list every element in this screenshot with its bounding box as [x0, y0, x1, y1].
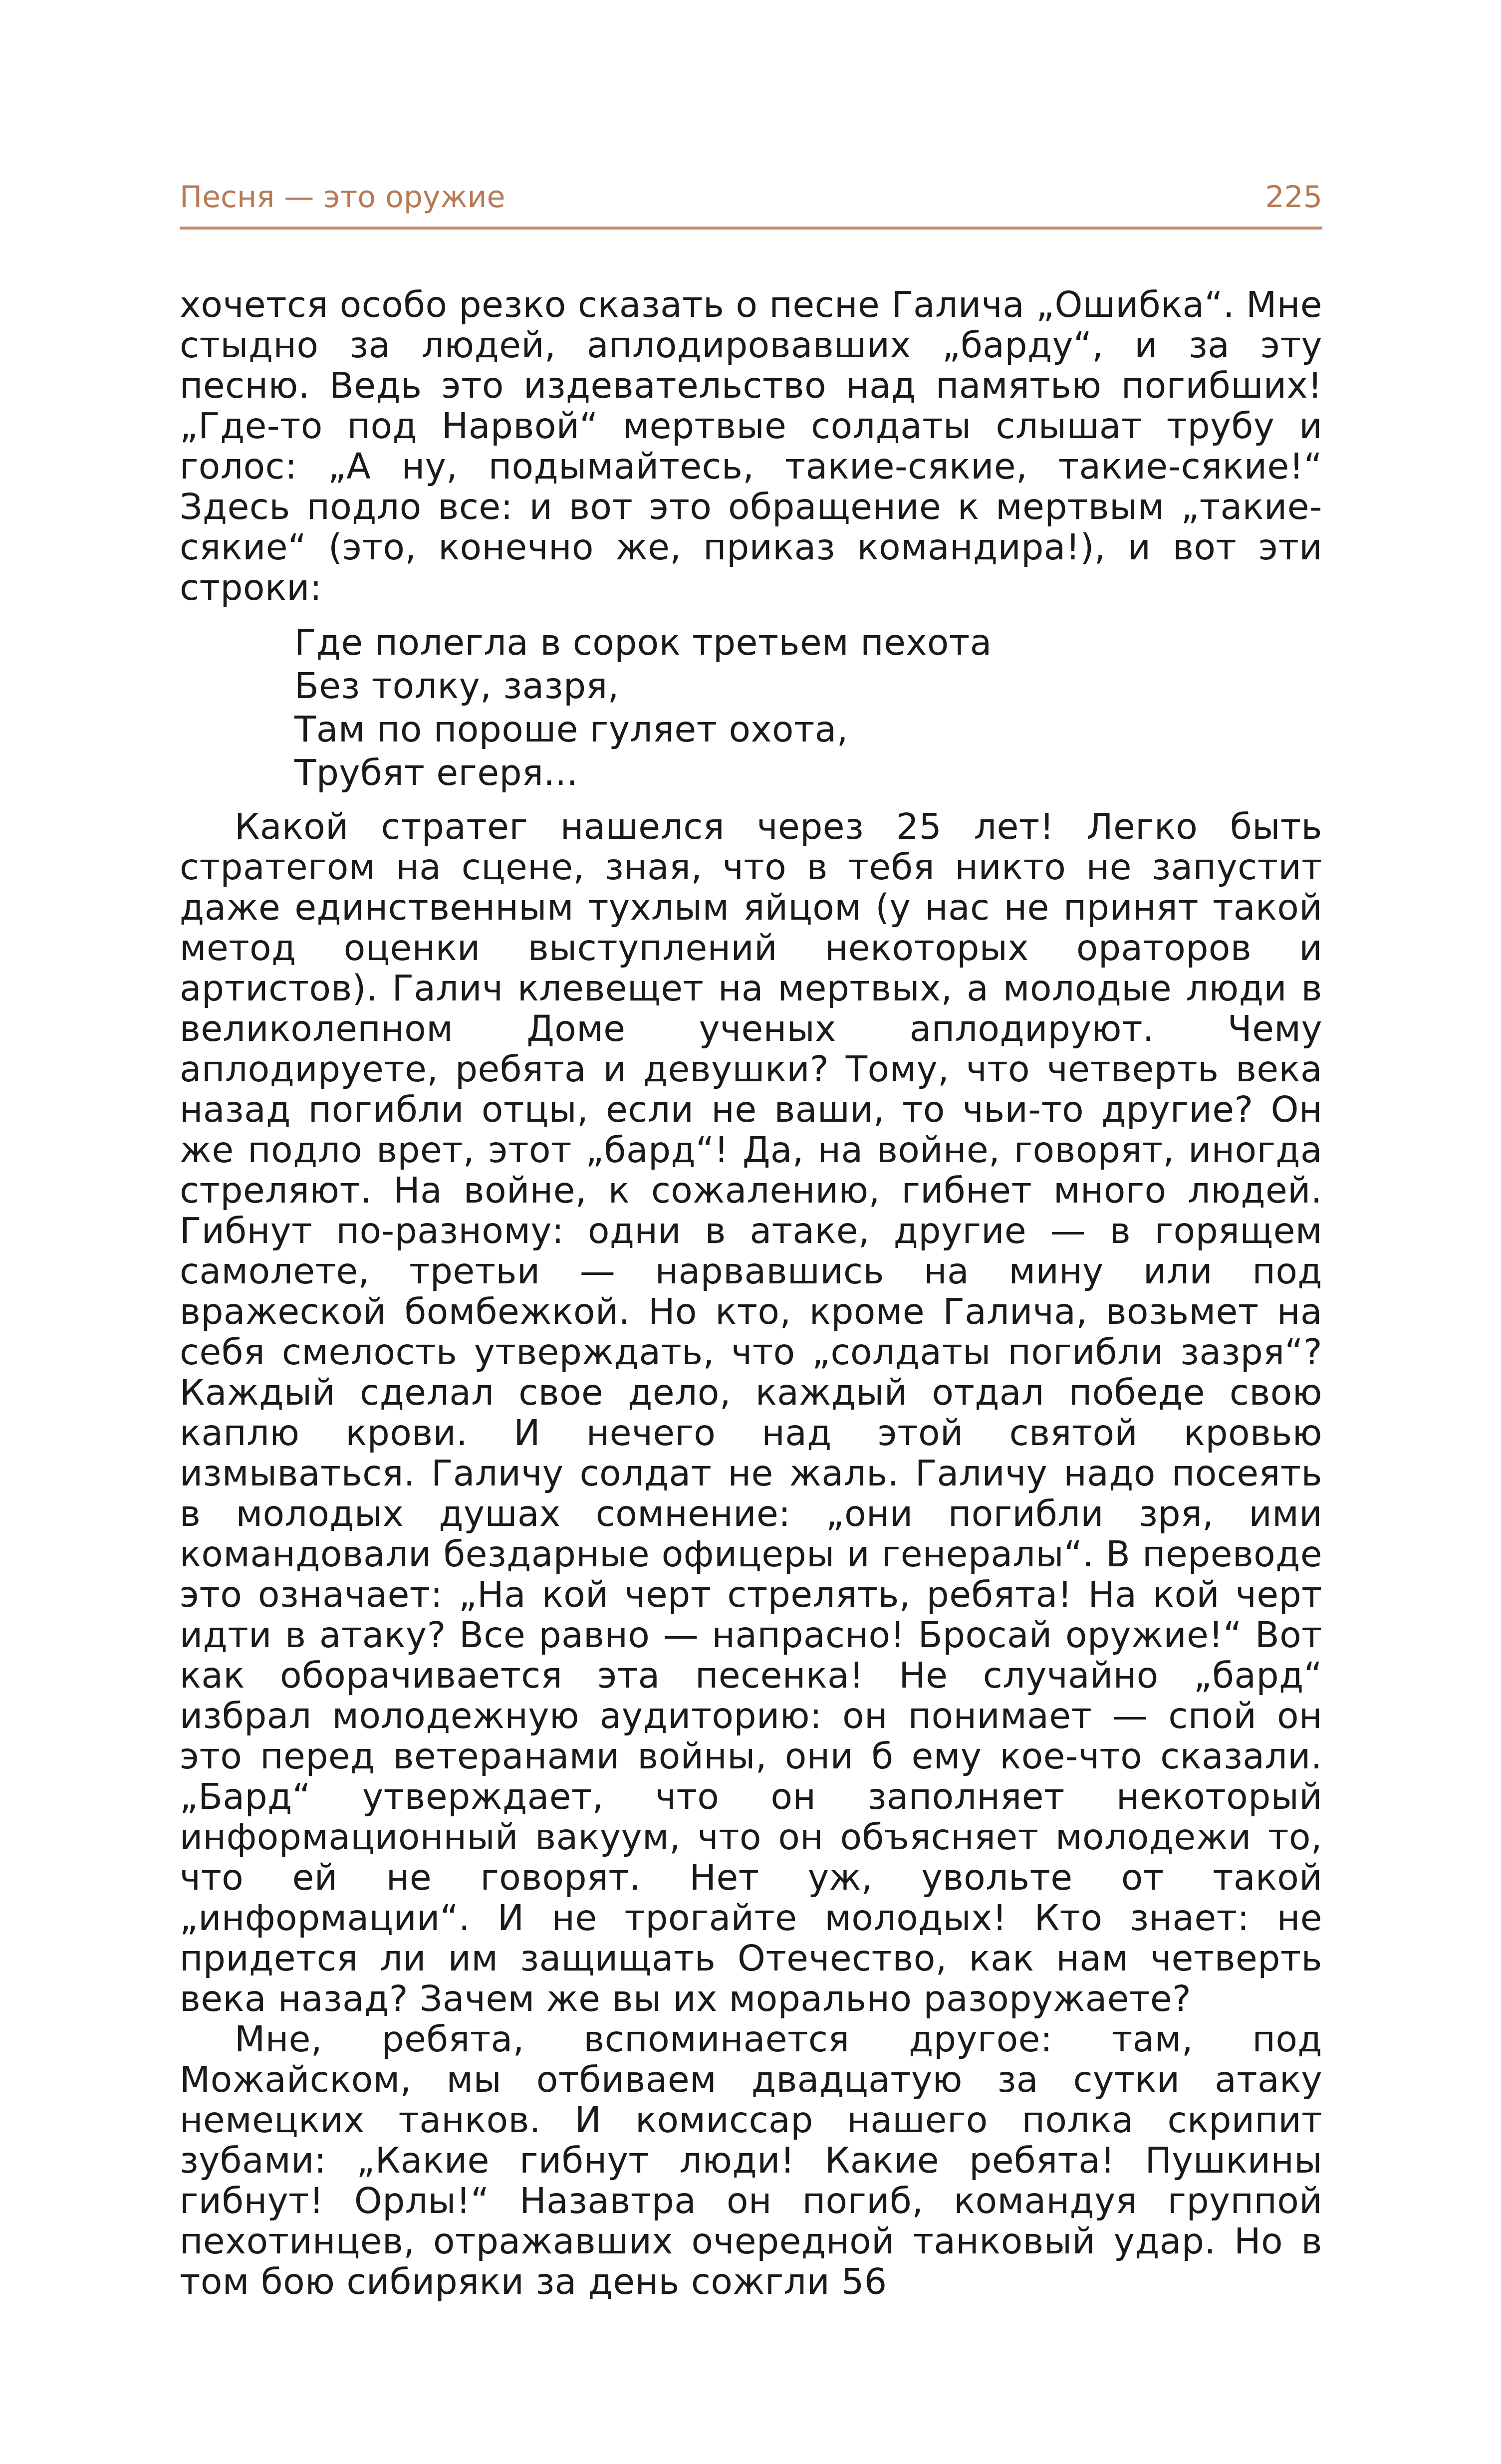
page-number: 225: [1265, 180, 1322, 215]
verse-line: Там по пороше гуляет охота,: [294, 709, 848, 750]
running-head: [180, 170, 1322, 225]
running-title: Песня — это оружие: [180, 180, 505, 215]
paragraph-1: хочется особо резко сказать о песне Галича „Ошибка“. Мне стыдно за людей, аплодировавших „барду“, и за эту песню. Ведь это издевательство над памятью погибших! „Где-то под Нарвой“ мертвые солдаты слышат трубу и голос: „А ну, подымайтесь, такие-сякие, такие-сякие!“ Здесь подло все: и вот это обращение к мертвым „такие-сякие“ (это, конечно же, приказ командира!), и вот эти строки:: [180, 284, 1322, 608]
paragraph-2: Какой стратег нашелся через 25 лет! Легко быть стратегом на сцене, зная, что в тебя никто не запустит даже единственным тухлым яйцом (у нас не принят такой метод оценки выступлений некоторых ораторов и артистов). Галич клевещет на мертвых, а молодые люди в великолепном Доме ученых аплодируют. Чему аплодируете, ребята и девушки? Тому, что четверть века назад погибли отцы, если не ваши, то чьи-то другие? Он же подло врет, этот „бард“! Да, на войне, говорят, иногда стреляют. На войне, к сожалению, гибнет много людей. Гибнут по-разному: одни в атаке, другие — в горящем самолете, третьи — нарвавшись на мину или под вражеской бомбежкой. Но кто, кроме Галича, возьмет на себя смелость утверждать, что „солдаты погибли зазря“? Каждый сделал свое дело, каждый отдал победе свою каплю крови. И нечего над этой святой кровью измываться. Галичу солдат не жаль. Галичу надо посеять в молодых душах сомнение: „они погибли зря, ими командовали бездарные офицеры и генералы“. В переводе это означает: „На кой черт стрелять, ребята! На кой черт идти в атаку? Все равно — напрасно! Бросай оружие!“ Вот как оборачивается эта песенка! Не случайно „бард“ избрал молодежную аудиторию: он понимает — спой он это перед ветеранами войны, они б ему кое-что сказали. „Бард“ утверждает, что он заполняет некоторый информационный вакуум, что он объясняет молодежи то, что ей не говорят. Нет уж, увольте от такой „информации“. И не трогайте молодых! Кто знает: не придется ли им защищать Отечество, как нам четверть века назад? Зачем же вы их морально разоружаете?: [180, 806, 1322, 2019]
header-rule: [180, 227, 1322, 230]
verse-line: Где полегла в сорок третьем пехота: [294, 622, 992, 663]
verse-line: Трубят егеря...: [294, 752, 578, 793]
verse-line: Без толку, зазря,: [294, 665, 619, 707]
verse-quote: [294, 621, 1322, 794]
body-text: [180, 284, 1322, 2302]
paragraph-3: Мне, ребята, вспоминается другое: там, под Можайском, мы отбиваем двадцатую за сутки атаку немецких танков. И комиссар нашего полка скрипит зубами: „Какие гибнут люди! Какие ребята! Пушкины гибнут! Орлы!“ Назавтра он погиб, командуя группой пехотинцев, отражавших очередной танковый удар. Но в том бою сибиряки за день сожгли 56: [180, 2018, 1322, 2302]
book-page: [180, 170, 1322, 2302]
